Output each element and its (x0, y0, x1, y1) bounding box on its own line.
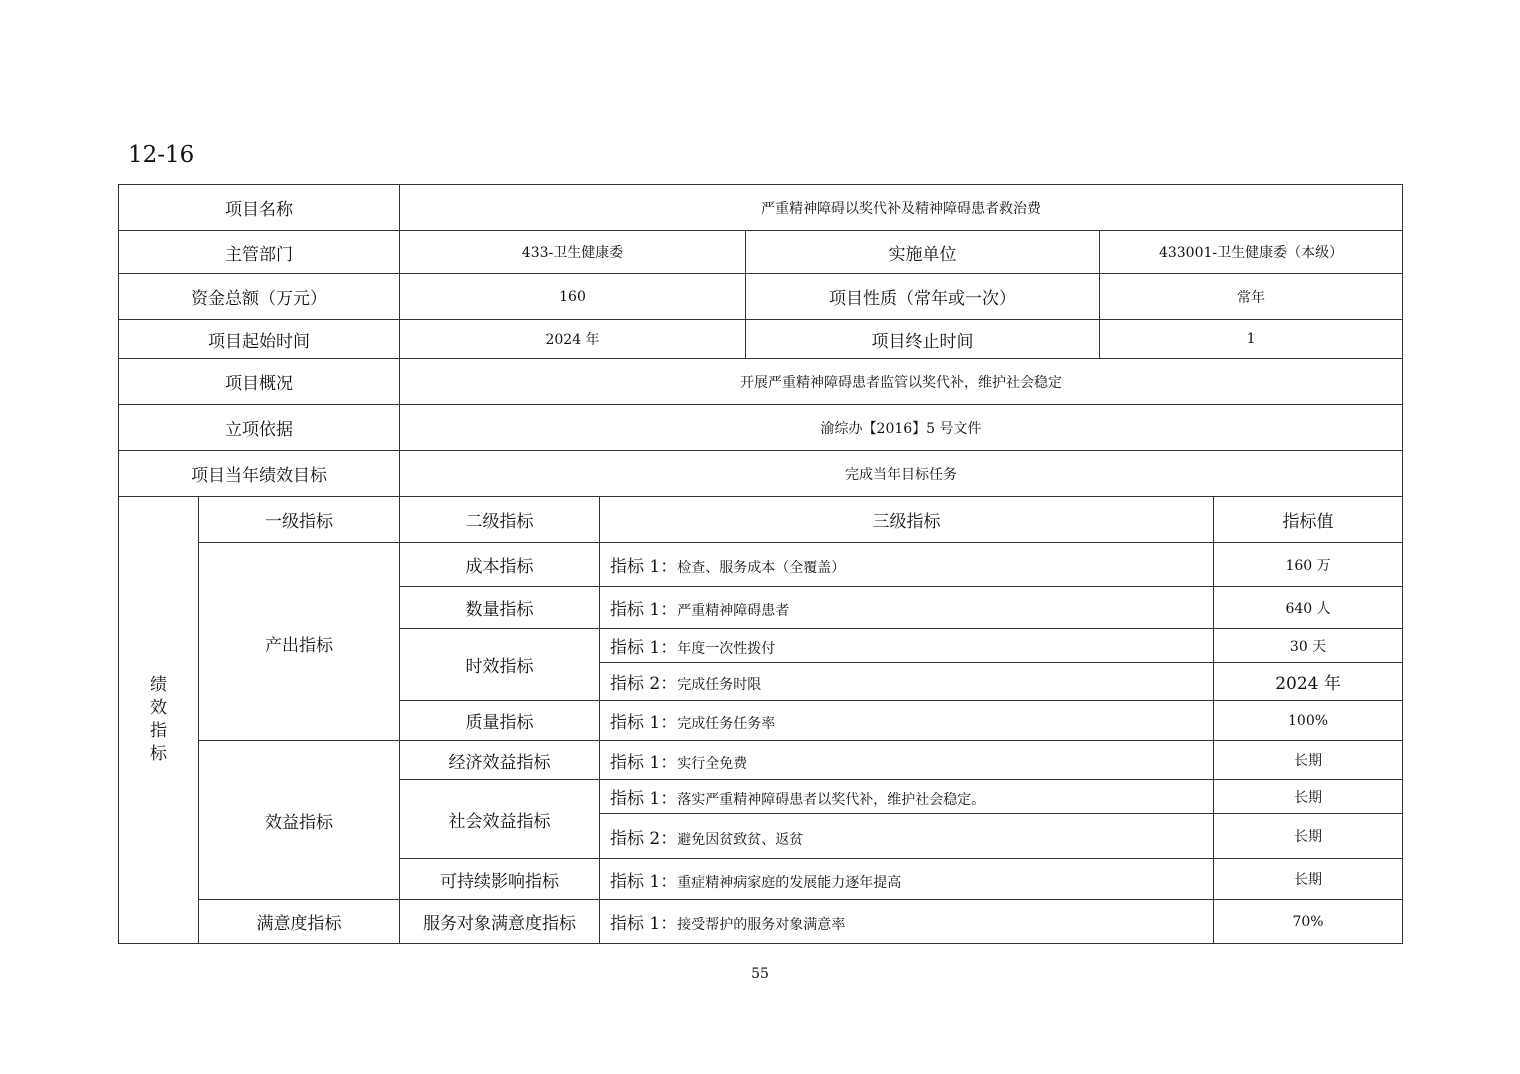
l3-item-text: 重症精神病家庭的发展能力逐年提高 (677, 874, 902, 891)
indicator-value: 100% (1214, 701, 1403, 741)
row-goal (119, 451, 1403, 497)
l3-item (600, 780, 1214, 814)
funds-label: 资金总额（万元） (119, 274, 400, 320)
l2-quantity: 数量指标 (400, 587, 600, 629)
indicator-value: 30 天 (1214, 629, 1403, 663)
header-l1: 一级指标 (199, 497, 400, 543)
overview-label: 项目概况 (119, 359, 400, 405)
dept-value: 433-卫生健康委 (400, 231, 746, 274)
indicator-value: 长期 (1214, 741, 1403, 780)
project-name-value: 严重精神障碍以奖代补及精神障碍患者救治费 (400, 185, 1403, 231)
perf-header-row (119, 497, 1403, 543)
l3-item-prefix: 指标 1： (610, 752, 678, 773)
basis-label: 立项依据 (119, 405, 400, 451)
l3-item (600, 587, 1214, 629)
indicator-row (119, 543, 1403, 587)
perf-section-char: 效 (150, 698, 167, 718)
l3-item-text: 检查、服务成本（全覆盖） (677, 560, 846, 576)
l3-item-prefix: 指标 1： (610, 789, 678, 809)
indicator-value: 2024 年 (1214, 663, 1403, 701)
row-funds (119, 274, 1403, 320)
page-id: 12-16 (128, 142, 195, 168)
l1-benefit: 效益指标 (199, 741, 400, 900)
goal-value: 完成当年目标任务 (400, 451, 1403, 497)
nature-value: 常年 (1100, 274, 1403, 320)
l3-item (600, 859, 1214, 900)
row-dept (119, 231, 1403, 274)
l3-item-prefix: 指标 1： (610, 600, 678, 620)
nature-label: 项目性质（常年或一次） (746, 274, 1100, 320)
indicator-value: 长期 (1214, 814, 1403, 859)
l1-output: 产出指标 (199, 543, 400, 741)
l3-item-text: 实行全免费 (677, 755, 748, 772)
l3-item-prefix: 指标 1： (610, 914, 678, 934)
l2-cost: 成本指标 (400, 543, 600, 587)
indicator-value: 640 人 (1214, 587, 1403, 629)
l2-service: 服务对象满意度指标 (400, 900, 600, 944)
l3-item-text: 避免因贫致贫、返贫 (677, 831, 804, 848)
l3-item-text: 完成任务时限 (677, 677, 762, 693)
start-label: 项目起始时间 (119, 320, 400, 359)
l1-satisfaction: 满意度指标 (199, 900, 400, 944)
header-l2: 二级指标 (400, 497, 600, 543)
row-project-name (119, 185, 1403, 231)
l2-social: 社会效益指标 (400, 780, 600, 859)
header-l3: 三级指标 (600, 497, 1214, 543)
l2-timeliness: 时效指标 (400, 629, 600, 701)
perf-section-char: 绩 (150, 675, 167, 695)
header-value: 指标值 (1214, 497, 1403, 543)
l3-item-prefix: 指标 1： (610, 713, 678, 733)
page-number: 55 (751, 966, 769, 982)
unit-label: 实施单位 (746, 231, 1100, 274)
funds-value: 160 (400, 274, 746, 320)
row-basis (119, 405, 1403, 451)
basis-value: 渝综办【2016】5 号文件 (400, 405, 1403, 451)
unit-value: 433001-卫生健康委（本级） (1100, 231, 1403, 274)
l3-item-prefix: 指标 1： (610, 638, 678, 658)
l3-item-text: 接受帮护的服务对象满意率 (677, 917, 846, 933)
l3-item (600, 814, 1214, 859)
end-value: 1 (1100, 320, 1403, 359)
l3-item-prefix: 指标 1： (610, 557, 678, 577)
perf-section-char: 指 (150, 721, 167, 741)
end-label: 项目终止时间 (746, 320, 1100, 359)
l3-item-text: 年度一次性拨付 (677, 641, 776, 657)
project-name-label: 项目名称 (119, 185, 400, 231)
perf-section-label (119, 497, 199, 944)
l3-item (600, 741, 1214, 780)
l3-item-text: 落实严重精神障碍患者以奖代补，维护社会稳定。 (677, 792, 986, 808)
project-performance-table (118, 184, 1403, 944)
l3-item (600, 900, 1214, 944)
l2-sustain: 可持续影响指标 (400, 859, 600, 900)
l3-item (600, 543, 1214, 587)
l3-item (600, 663, 1214, 701)
indicator-value: 长期 (1214, 859, 1403, 900)
perf-section-char: 标 (150, 744, 167, 764)
l3-item-text: 严重精神障碍患者 (677, 603, 790, 619)
l3-item-prefix: 指标 2： (610, 828, 678, 849)
l3-item (600, 629, 1214, 663)
indicator-row (119, 741, 1403, 780)
row-time (119, 320, 1403, 359)
indicator-value: 长期 (1214, 780, 1403, 814)
l3-item-prefix: 指标 2： (610, 674, 678, 694)
l3-item-text: 完成任务任务率 (677, 716, 776, 732)
l2-quality: 质量指标 (400, 701, 600, 741)
indicator-value: 160 万 (1214, 543, 1403, 587)
indicator-row (119, 900, 1403, 944)
l2-economic: 经济效益指标 (400, 741, 600, 780)
l3-item (600, 701, 1214, 741)
dept-label: 主管部门 (119, 231, 400, 274)
start-value: 2024 年 (400, 320, 746, 359)
l3-item-prefix: 指标 1： (610, 871, 678, 892)
overview-value: 开展严重精神障碍患者监管以奖代补，维护社会稳定 (400, 359, 1403, 405)
goal-label: 项目当年绩效目标 (119, 451, 400, 497)
indicator-value: 70% (1214, 900, 1403, 944)
row-overview (119, 359, 1403, 405)
